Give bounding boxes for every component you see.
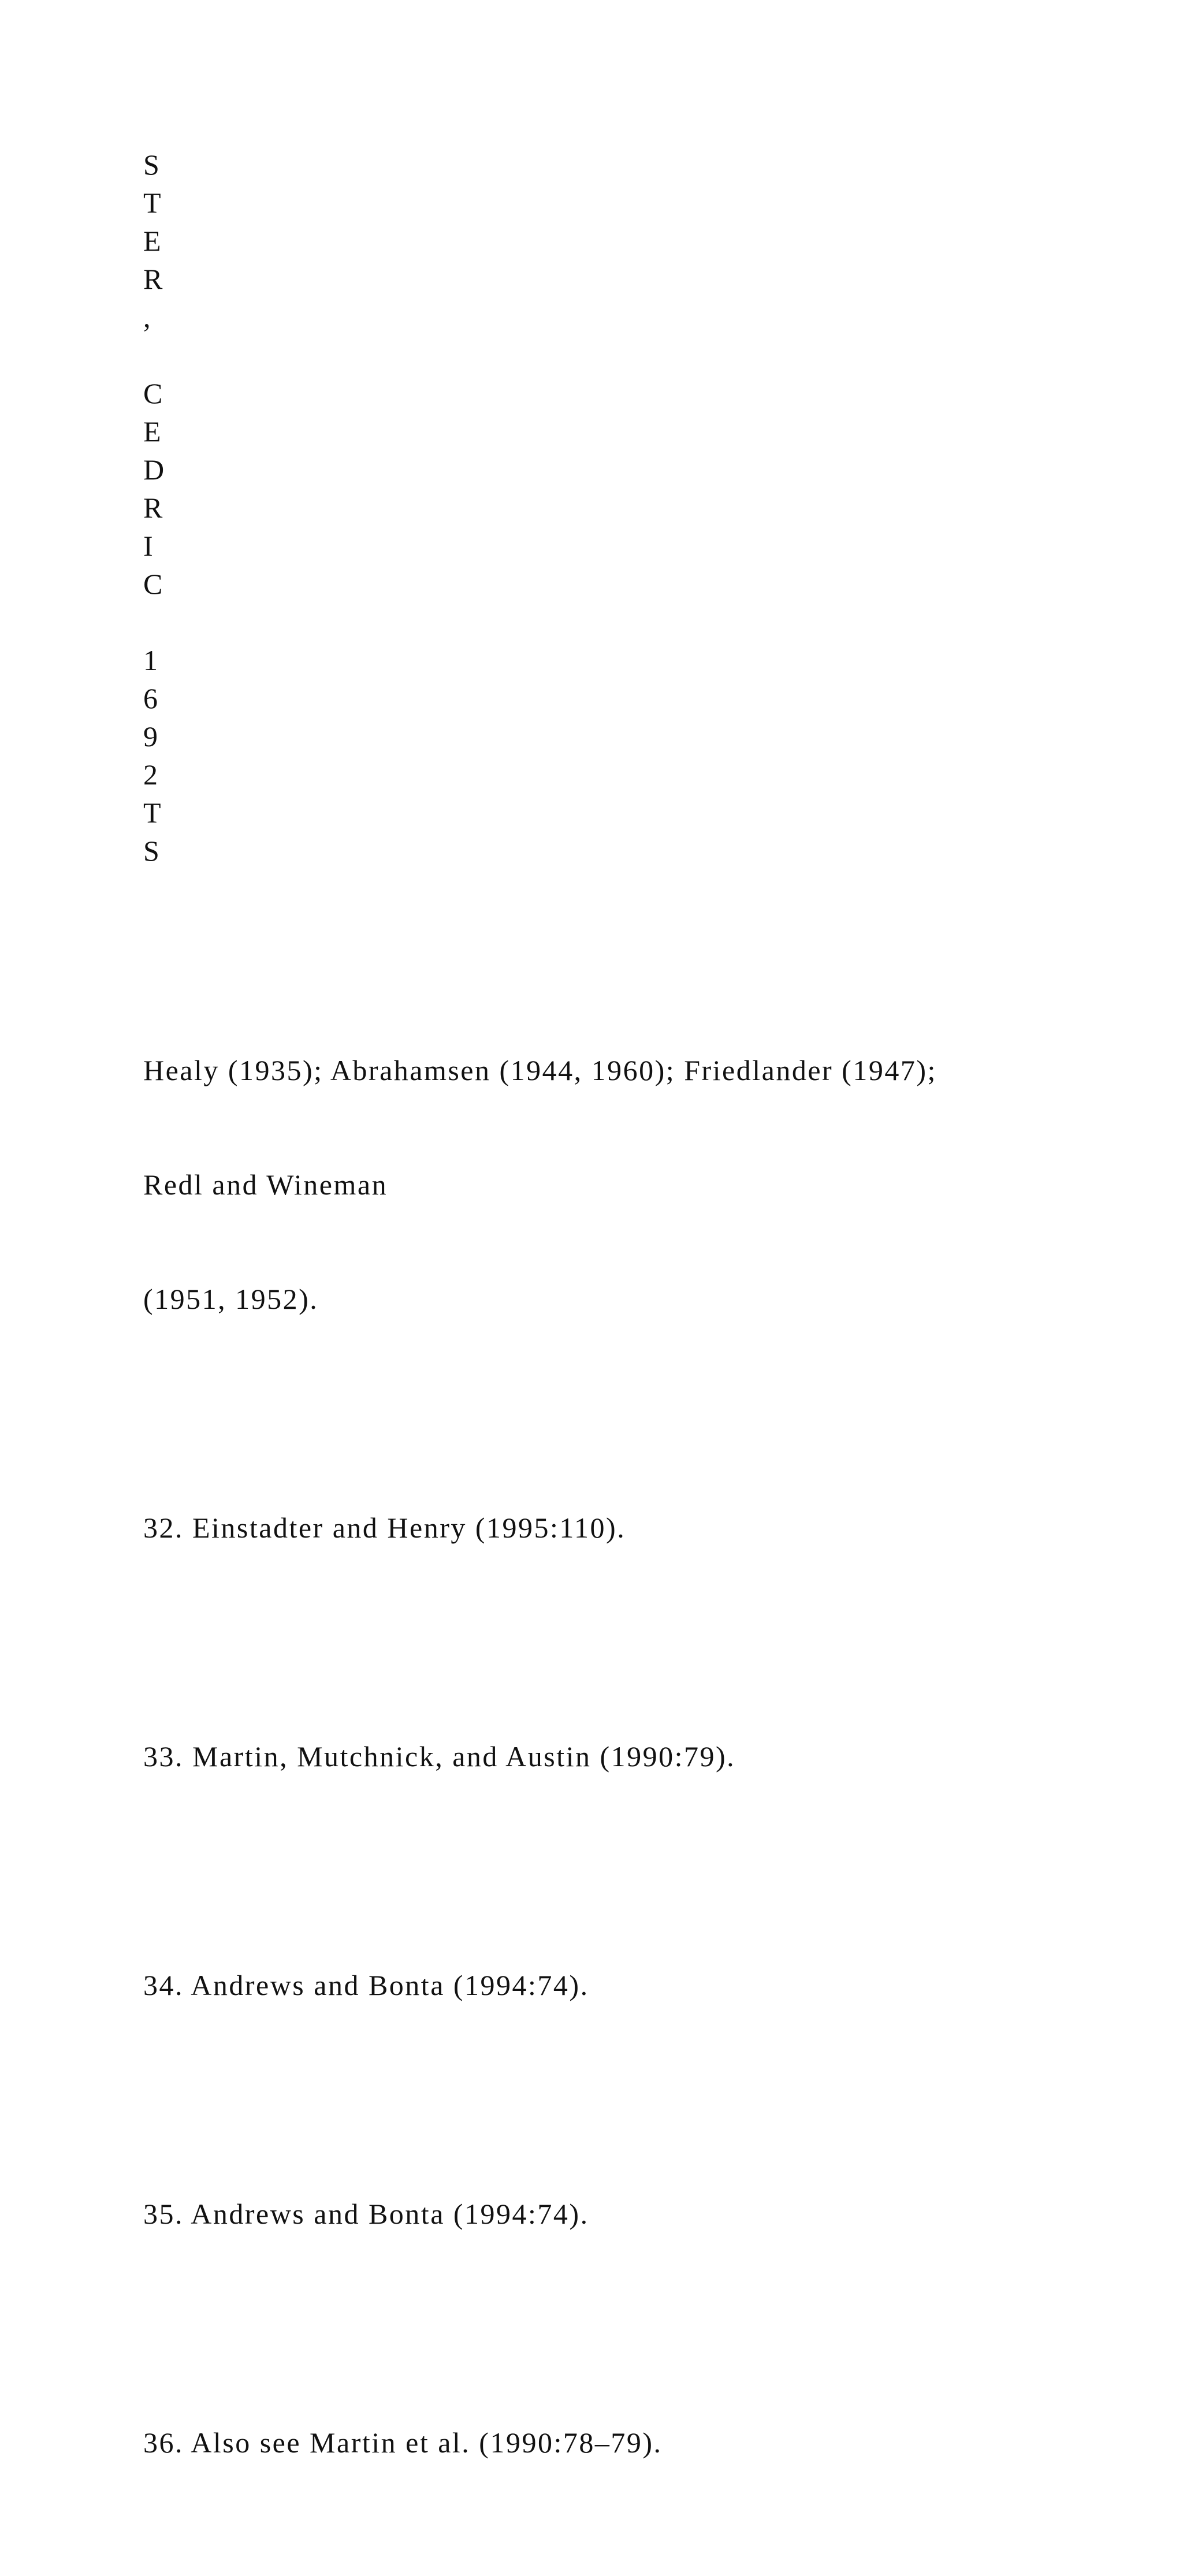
vertical-char: I xyxy=(143,530,154,562)
vertical-char-blank xyxy=(143,603,189,641)
endnote-line: Redl and Wineman xyxy=(143,1168,388,1201)
endnote-line: Healy (1935); Abrahamsen (1944, 1960); Friedlander (1947); xyxy=(143,1054,937,1086)
vertical-char: 6 xyxy=(143,682,159,714)
vertical-char: R xyxy=(143,492,164,524)
vertical-char: T xyxy=(143,796,162,829)
endnote-line: 36. Also see Martin et al. (1990:78–79). xyxy=(143,2426,663,2459)
vertical-char: S xyxy=(143,148,161,181)
endnote-continuation xyxy=(143,975,1125,1394)
endnote-33 xyxy=(143,1661,1125,1852)
endnotes-section xyxy=(143,975,1125,2576)
vertical-watermark-text xyxy=(143,146,189,870)
vertical-char: , xyxy=(143,301,152,333)
endnote-line: 34. Andrews and Bonta (1994:74). xyxy=(143,1969,589,2001)
endnote-line: (1951, 1952). xyxy=(143,1283,319,1315)
endnote-34 xyxy=(143,1890,1125,2080)
vertical-char-blank xyxy=(143,336,189,374)
vertical-char: E xyxy=(143,225,162,257)
vertical-char: S xyxy=(143,835,161,867)
vertical-char: C xyxy=(143,568,164,600)
vertical-char: C xyxy=(143,377,164,410)
vertical-char: 9 xyxy=(143,720,159,753)
endnote-line: 35. Andrews and Bonta (1994:74). xyxy=(143,2198,589,2230)
vertical-char: E xyxy=(143,415,162,448)
vertical-char: R xyxy=(143,263,164,295)
vertical-char: 2 xyxy=(143,758,159,791)
endnote-line: 33. Martin, Mutchnick, and Austin (1990:79). xyxy=(143,1740,736,1773)
endnote-35 xyxy=(143,2119,1125,2309)
vertical-char: 1 xyxy=(143,644,159,676)
endnote-36 xyxy=(143,2347,1125,2538)
endnote-line: 32. Einstadter and Henry (1995:110). xyxy=(143,1512,626,1544)
vertical-char: D xyxy=(143,453,166,486)
vertical-char: T xyxy=(143,187,162,219)
endnote-32 xyxy=(143,1432,1125,1623)
